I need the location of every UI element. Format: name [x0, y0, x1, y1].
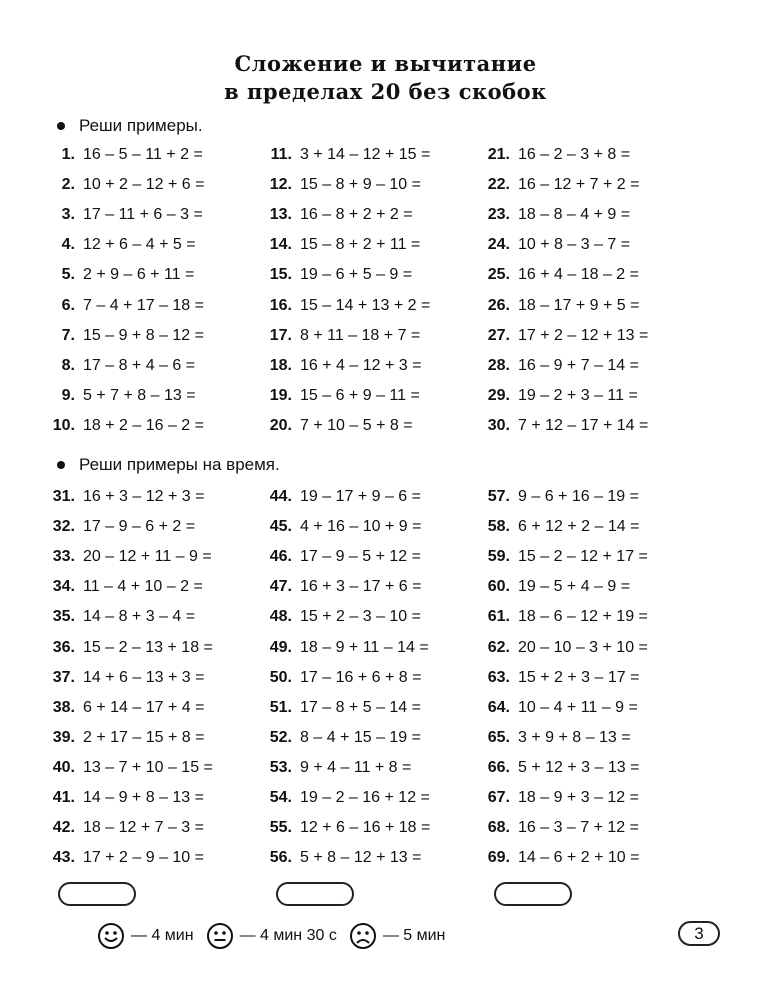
exercise-expression: 19 – 5 + 4 – 9 = [518, 578, 631, 596]
exercise-expression: 12 + 6 – 16 + 18 = [300, 819, 431, 837]
exercise-row [260, 575, 421, 599]
exercise-number: 5. [61, 266, 75, 284]
exercise-number: 18. [269, 356, 292, 374]
exercise-expression: 10 + 2 – 12 + 6 = [83, 176, 205, 194]
exercise-row [260, 545, 421, 569]
exercise-expression: 16 + 4 – 18 – 2 = [518, 266, 639, 284]
exercise-number: 4. [61, 236, 75, 254]
exercise-expression: 17 – 16 + 6 + 8 = [300, 668, 422, 686]
exercise-expression: 17 – 8 + 4 – 6 = [83, 356, 196, 374]
exercise-expression: 5 + 8 – 12 + 13 = [300, 849, 422, 867]
title-line-2: в пределах 20 без скобок [224, 79, 547, 104]
bullet-icon [57, 122, 65, 130]
exercise-row [43, 384, 196, 408]
exercise-expression: 5 + 12 + 3 – 13 = [518, 758, 640, 776]
exercise-number: 26. [487, 296, 510, 314]
exercise-expression: 7 – 4 + 17 – 18 = [83, 296, 204, 314]
exercise-expression: 16 + 3 – 17 + 6 = [300, 578, 422, 596]
time-answer-box-2[interactable] [276, 882, 354, 906]
exercise-expression: 16 + 3 – 12 + 3 = [83, 488, 205, 505]
exercise-number: 8. [61, 356, 75, 374]
exercise-row [478, 263, 639, 287]
exercise-number: 20. [269, 416, 292, 434]
exercise-number: 27. [487, 326, 510, 344]
exercise-row [43, 636, 213, 660]
exercise-expression: 16 – 12 + 7 + 2 = [518, 176, 640, 194]
exercise-number: 45. [269, 518, 292, 536]
exercise-row [260, 384, 420, 408]
exercise-expression: 18 + 2 – 16 – 2 = [83, 416, 204, 434]
exercise-row [478, 203, 630, 227]
exercise-expression: 10 – 4 + 11 – 9 = [518, 698, 638, 716]
exercise-expression: 8 + 11 – 18 + 7 = [300, 326, 421, 344]
exercise-number: 36. [52, 638, 75, 656]
exercise-number: 13. [269, 206, 292, 224]
task2-instruction-text: Реши примеры на время. [79, 455, 280, 474]
exercise-row [260, 173, 421, 197]
exercise-number: 42. [52, 819, 75, 837]
exercise-row [43, 786, 204, 810]
exercise-row [260, 233, 420, 257]
exercise-number: 14. [269, 236, 292, 254]
exercise-number: 43. [52, 849, 75, 867]
happy-time-label: — 4 мин [131, 927, 194, 944]
exercise-expression: 9 – 6 + 16 – 19 = [518, 488, 639, 505]
smiley-neutral-icon [206, 922, 234, 950]
task2-instruction [57, 454, 280, 476]
exercise-number: 30. [487, 416, 510, 434]
exercise-expression: 17 – 9 – 5 + 12 = [300, 548, 421, 566]
exercise-number: 12. [269, 176, 292, 194]
exercise-expression: 15 – 2 – 12 + 17 = [518, 548, 648, 566]
exercise-row [43, 696, 204, 720]
exercise-number: 21. [487, 146, 510, 163]
exercise-number: 39. [52, 728, 75, 746]
exercise-number: 51. [269, 698, 292, 716]
exercise-number: 1. [61, 146, 75, 163]
exercise-row [260, 726, 421, 750]
exercise-expression: 15 – 8 + 9 – 10 = [300, 176, 421, 194]
exercise-expression: 14 + 6 – 13 + 3 = [83, 668, 205, 686]
exercise-number: 68. [487, 819, 510, 837]
exercise-row [478, 816, 639, 840]
exercise-number: 50. [269, 668, 292, 686]
exercise-number: 60. [487, 578, 510, 596]
exercise-row [478, 143, 630, 167]
exercise-number: 28. [487, 356, 510, 374]
exercise-expression: 17 + 2 – 12 + 13 = [518, 326, 649, 344]
exercise-number: 52. [269, 728, 292, 746]
exercise-number: 69. [487, 849, 510, 867]
exercise-expression: 18 – 12 + 7 – 3 = [83, 819, 204, 837]
exercise-number: 66. [487, 758, 510, 776]
exercise-expression: 18 – 8 – 4 + 9 = [518, 206, 631, 224]
exercise-row [260, 756, 411, 780]
exercise-row [478, 384, 638, 408]
exercise-expression: 7 + 10 – 5 + 8 = [300, 416, 413, 434]
exercise-expression: 19 – 2 + 3 – 11 = [518, 386, 638, 404]
exercise-row [260, 324, 420, 348]
time-answer-box-3[interactable] [494, 882, 572, 906]
exercise-row [260, 414, 413, 438]
exercise-number: 55. [269, 819, 292, 837]
exercise-row [478, 354, 639, 378]
exercise-row [43, 143, 203, 167]
exercise-expression: 18 – 9 + 3 – 12 = [518, 789, 639, 806]
exercise-row [478, 636, 648, 660]
exercise-number: 53. [269, 758, 292, 776]
exercise-expression: 17 – 8 + 5 – 14 = [300, 698, 421, 716]
exercise-row [478, 485, 639, 509]
exercise-expression: 9 + 4 – 11 + 8 = [300, 758, 412, 776]
exercise-expression: 15 – 2 – 13 + 18 = [83, 638, 213, 656]
exercise-number: 11. [270, 146, 292, 163]
exercise-number: 37. [52, 668, 75, 686]
exercise-expression: 15 – 8 + 2 + 11 = [300, 236, 421, 254]
exercise-expression: 11 – 4 + 10 – 2 = [83, 578, 203, 596]
exercise-expression: 20 – 12 + 11 – 9 = [83, 548, 212, 566]
task1-instruction-text: Реши примеры. [79, 116, 203, 135]
exercise-row [43, 726, 204, 750]
exercise-number: 58. [487, 518, 510, 536]
exercise-row [43, 846, 204, 870]
exercise-number: 32. [52, 518, 75, 536]
exercise-row [478, 575, 630, 599]
title-line-1: Сложение и вычитание [234, 51, 537, 76]
exercise-row [43, 545, 212, 569]
exercise-number: 2. [61, 176, 75, 194]
exercise-row [43, 354, 195, 378]
exercise-expression: 16 – 8 + 2 + 2 = [300, 206, 413, 224]
exercise-expression: 2 + 17 – 15 + 8 = [83, 728, 205, 746]
exercise-row [43, 324, 204, 348]
exercise-row [43, 263, 194, 287]
exercise-number: 54. [269, 789, 292, 806]
exercise-row [260, 143, 430, 167]
exercise-number: 23. [487, 206, 510, 224]
sad-time-label: — 5 мин [382, 927, 446, 944]
exercise-number: 15. [269, 266, 292, 284]
exercise-number: 33. [52, 548, 75, 566]
smiley-happy-icon [97, 922, 125, 950]
exercise-number: 16. [269, 296, 292, 314]
exercise-row [478, 666, 639, 690]
exercise-number: 19. [269, 386, 292, 404]
exercise-row [478, 605, 648, 629]
exercise-row [478, 696, 638, 720]
exercise-expression: 14 – 9 + 8 – 13 = [83, 789, 204, 806]
exercise-expression: 5 + 7 + 8 – 13 = [83, 386, 196, 404]
exercise-number: 67. [487, 789, 510, 806]
exercise-row [260, 666, 421, 690]
exercise-expression: 17 – 11 + 6 – 3 = [83, 206, 203, 224]
exercise-number: 31. [52, 488, 75, 505]
exercise-row [260, 786, 430, 810]
exercise-row [43, 605, 195, 629]
exercise-row [43, 294, 204, 318]
exercise-expression: 17 – 9 – 6 + 2 = [83, 518, 196, 536]
exercise-row [478, 726, 631, 750]
exercise-row [43, 515, 195, 539]
exercise-number: 17. [269, 326, 292, 344]
exercise-row [260, 846, 421, 870]
exercise-number: 25. [487, 266, 510, 284]
exercise-number: 48. [269, 608, 292, 626]
exercise-row [478, 233, 630, 257]
exercise-row [478, 324, 648, 348]
exercise-number: 41. [52, 789, 75, 806]
exercise-row [478, 515, 639, 539]
exercise-number: 65. [487, 728, 510, 746]
exercise-expression: 8 – 4 + 15 – 19 = [300, 728, 421, 746]
exercise-expression: 3 + 9 + 8 – 13 = [518, 728, 631, 746]
exercise-row [43, 816, 204, 840]
exercise-row [260, 816, 430, 840]
exercise-number: 57. [487, 488, 510, 505]
exercise-row [43, 414, 204, 438]
exercise-expression: 17 + 2 – 9 – 10 = [83, 849, 204, 867]
time-legend [97, 921, 457, 951]
exercise-expression: 15 + 2 – 3 – 10 = [300, 608, 421, 626]
exercise-expression: 16 – 9 + 7 – 14 = [518, 356, 639, 374]
exercise-expression: 19 – 6 + 5 – 9 = [300, 266, 413, 284]
exercise-row [260, 294, 430, 318]
exercise-expression: 15 – 14 + 13 + 2 = [300, 296, 431, 314]
exercise-row [260, 485, 421, 509]
exercise-expression: 14 – 8 + 3 – 4 = [83, 608, 196, 626]
exercise-row [43, 173, 204, 197]
exercise-row [43, 203, 203, 227]
exercise-number: 24. [487, 236, 510, 254]
exercise-row [43, 756, 213, 780]
exercise-row [43, 485, 204, 509]
exercise-number: 44. [269, 488, 292, 505]
exercise-row [478, 846, 639, 870]
exercise-number: 6. [61, 296, 75, 314]
exercise-expression: 10 + 8 – 3 – 7 = [518, 236, 631, 254]
exercise-expression: 18 – 17 + 9 + 5 = [518, 296, 640, 314]
time-answer-box-1[interactable] [58, 882, 136, 906]
exercise-expression: 16 + 4 – 12 + 3 = [300, 356, 422, 374]
exercise-expression: 14 – 6 + 2 + 10 = [518, 849, 640, 867]
exercise-number: 9. [61, 386, 75, 404]
exercise-number: 62. [487, 638, 510, 656]
smiley-sad-icon [349, 922, 377, 950]
exercise-row [478, 294, 639, 318]
exercise-expression: 12 + 6 – 4 + 5 = [83, 236, 196, 254]
exercise-number: 61. [487, 608, 510, 626]
exercise-expression: 6 + 12 + 2 – 14 = [518, 518, 640, 536]
exercise-expression: 16 – 2 – 3 + 8 = [518, 146, 631, 163]
exercise-row [478, 545, 648, 569]
exercise-expression: 18 – 9 + 11 – 14 = [300, 638, 429, 656]
exercise-number: 49. [269, 638, 292, 656]
exercise-row [478, 786, 639, 810]
page-title [0, 50, 771, 106]
exercise-row [260, 636, 429, 660]
exercise-row [260, 605, 421, 629]
exercise-expression: 15 – 9 + 8 – 12 = [83, 326, 204, 344]
exercise-expression: 19 – 17 + 9 – 6 = [300, 488, 421, 505]
exercise-number: 59. [487, 548, 510, 566]
exercise-row [260, 354, 421, 378]
exercise-row [478, 414, 648, 438]
exercise-number: 22. [487, 176, 510, 194]
exercise-expression: 16 – 5 – 11 + 2 = [83, 146, 203, 163]
exercise-number: 64. [487, 698, 510, 716]
exercise-number: 29. [487, 386, 510, 404]
exercise-number: 56. [269, 849, 292, 867]
task1-instruction [57, 115, 203, 137]
exercise-expression: 3 + 14 – 12 + 15 = [300, 146, 431, 163]
exercise-expression: 15 + 2 + 3 – 17 = [518, 668, 640, 686]
exercise-row [43, 233, 196, 257]
exercise-expression: 20 – 10 – 3 + 10 = [518, 638, 648, 656]
exercise-row [43, 575, 203, 599]
exercise-number: 40. [52, 758, 75, 776]
exercise-expression: 19 – 2 – 16 + 12 = [300, 789, 430, 806]
exercise-number: 7. [61, 326, 75, 344]
exercise-number: 34. [52, 578, 75, 596]
exercise-expression: 6 + 14 – 17 + 4 = [83, 698, 205, 716]
exercise-expression: 2 + 9 – 6 + 11 = [83, 266, 195, 284]
exercise-row [260, 515, 421, 539]
exercise-number: 3. [61, 206, 75, 224]
exercise-row [260, 696, 421, 720]
exercise-row [43, 666, 204, 690]
exercise-row [260, 263, 412, 287]
exercise-row [478, 173, 639, 197]
exercise-expression: 15 – 6 + 9 – 11 = [300, 386, 420, 404]
exercise-expression: 16 – 3 – 7 + 12 = [518, 819, 639, 837]
exercise-expression: 13 – 7 + 10 – 15 = [83, 758, 213, 776]
bullet-icon [57, 461, 65, 469]
exercise-row [478, 756, 639, 780]
exercise-number: 63. [487, 668, 510, 686]
exercise-expression: 4 + 16 – 10 + 9 = [300, 518, 422, 536]
exercise-expression: 18 – 6 – 12 + 19 = [518, 608, 648, 626]
exercise-number: 35. [52, 608, 75, 626]
exercise-number: 10. [52, 416, 75, 434]
page-number: 3 [678, 921, 720, 946]
exercise-number: 47. [269, 578, 292, 596]
exercise-row [260, 203, 413, 227]
exercise-number: 46. [269, 548, 292, 566]
exercise-expression: 7 + 12 – 17 + 14 = [518, 416, 649, 434]
exercise-number: 38. [52, 698, 75, 716]
neutral-time-label: — 4 мин 30 с [239, 927, 337, 944]
